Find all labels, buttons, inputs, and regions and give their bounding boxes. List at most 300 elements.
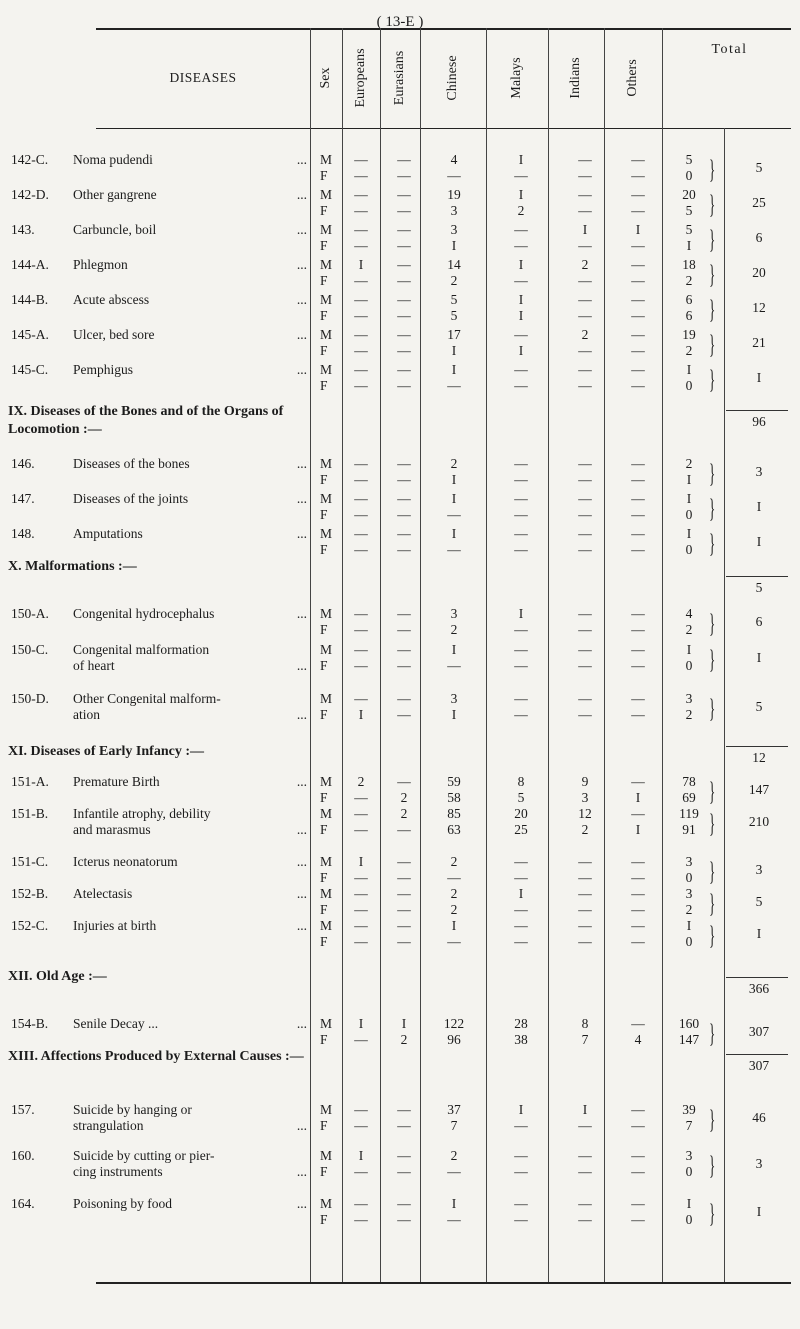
value-cell: — [631, 308, 645, 323]
value-cell: — [397, 918, 411, 933]
disease-name: Other gangrene [73, 187, 157, 202]
value-cell: — [397, 774, 411, 789]
value-cell: — [397, 308, 411, 323]
value-cell: — [578, 152, 592, 167]
disease-code: 148. [11, 526, 35, 541]
grand-total: 147 [748, 782, 770, 797]
value-cell: — [354, 1196, 368, 1211]
sex-cell: F [320, 343, 328, 358]
value-cell: 2 [581, 822, 589, 837]
value-cell: — [578, 542, 592, 557]
value-cell: — [631, 378, 645, 393]
sex-cell: F [320, 273, 328, 288]
leader-dots: ... [296, 1118, 307, 1133]
sex-cell: F [320, 1212, 328, 1227]
value-cell: 2 [581, 257, 589, 272]
row-total [96, 534, 791, 550]
value-cell: — [514, 622, 528, 637]
value-cell: — [631, 327, 645, 342]
value-cell: — [447, 168, 461, 183]
leader-dots: ... [296, 918, 307, 933]
value-cell: — [354, 292, 368, 307]
value-cell: — [447, 1164, 461, 1179]
disease-code: 151-A. [11, 774, 49, 789]
value-cell: I [518, 292, 524, 307]
value-cell: — [514, 526, 528, 541]
value-cell: 8 [581, 1016, 589, 1031]
value-cell: I [635, 222, 641, 237]
sex-cell: F [320, 168, 328, 183]
diseases-table [8, 28, 791, 1328]
value-cell: 28 [514, 1016, 528, 1031]
value-cell: 19 [682, 327, 696, 342]
grand-total: 3 [755, 862, 763, 877]
value-cell: — [514, 1212, 528, 1227]
grand-total: I [756, 370, 762, 385]
leader-dots: ... [296, 327, 307, 342]
disease-name: Atelectasis [73, 886, 133, 901]
value-cell: — [578, 168, 592, 183]
value-cell: I [451, 491, 457, 506]
value-cell: 8 [517, 774, 525, 789]
value-cell: — [514, 507, 528, 522]
value-cell: — [397, 238, 411, 253]
row-total [96, 265, 791, 281]
sex-cell: M [320, 806, 333, 821]
grand-total: 5 [755, 699, 763, 714]
sex-cell: F [320, 1164, 328, 1179]
value-cell: — [631, 622, 645, 637]
value-cell: — [631, 642, 645, 657]
sex-cell: F [320, 707, 328, 722]
header-chinese: Chinese [445, 55, 460, 101]
brace: } [709, 155, 716, 184]
grand-total: I [756, 650, 762, 665]
value-cell: — [631, 1164, 645, 1179]
value-cell: — [397, 902, 411, 917]
value-cell: — [578, 606, 592, 621]
value-cell: — [578, 886, 592, 901]
value-cell: — [354, 691, 368, 706]
disease-name: of heart [73, 658, 115, 673]
value-cell: 160 [678, 1016, 700, 1031]
disease-name: Amputations [73, 526, 143, 541]
value-cell: — [447, 378, 461, 393]
disease-name: Suicide by cutting or pier- [73, 1148, 215, 1163]
value-cell: 2 [400, 1032, 408, 1047]
header-sex-cell [310, 28, 342, 128]
grand-total: 46 [752, 1110, 766, 1125]
header-indians: Indians [568, 57, 583, 99]
value-cell: 18 [682, 257, 696, 272]
value-cell: 147 [678, 1032, 700, 1047]
value-cell: — [354, 1164, 368, 1179]
disease-code: 142-C. [11, 152, 49, 167]
value-cell: 122 [443, 1016, 465, 1031]
value-cell: — [514, 238, 528, 253]
value-cell: — [578, 308, 592, 323]
sex-cell: M [320, 854, 333, 869]
sex-cell: F [320, 203, 328, 218]
value-cell: I [518, 257, 524, 272]
grand-total: 307 [748, 1024, 770, 1039]
disease-name: Infantile atrophy, debility [73, 806, 211, 821]
row-total [96, 614, 791, 630]
value-cell: — [397, 870, 411, 885]
value-cell: — [397, 1102, 411, 1117]
section-subtotal: 12 [752, 750, 766, 765]
value-cell: — [397, 168, 411, 183]
value-cell: — [397, 152, 411, 167]
row-total [96, 782, 791, 798]
value-cell: — [631, 1102, 645, 1117]
disease-name: Diseases of the joints [73, 491, 189, 506]
section-heading: XI. Diseases of Early Infancy :— [8, 744, 204, 759]
value-cell: — [631, 1196, 645, 1211]
value-cell: — [631, 526, 645, 541]
value-cell: — [514, 1148, 528, 1163]
value-cell: 20 [514, 806, 528, 821]
brace: } [709, 921, 716, 950]
value-cell: — [397, 327, 411, 342]
value-cell: — [631, 362, 645, 377]
row-total [96, 1024, 791, 1040]
value-cell: 20 [682, 187, 696, 202]
sex-cell: M [320, 456, 333, 471]
header-rule [96, 128, 791, 129]
value-cell: 38 [514, 1032, 528, 1047]
row-total [96, 1156, 791, 1172]
value-cell: 3 [450, 606, 458, 621]
value-cell: 3 [685, 691, 693, 706]
sex-cell: M [320, 491, 333, 506]
value-cell: — [578, 918, 592, 933]
value-cell: 3 [685, 886, 693, 901]
value-cell: 2 [450, 622, 458, 637]
value-cell: — [578, 292, 592, 307]
grand-total: I [756, 1204, 762, 1219]
value-cell: 14 [447, 257, 461, 272]
grand-total: 25 [752, 195, 766, 210]
value-cell: — [397, 1118, 411, 1133]
value-cell: 0 [685, 542, 693, 557]
disease-code: 144-A. [11, 257, 49, 272]
value-cell: 119 [679, 806, 699, 821]
value-cell: 3 [581, 790, 589, 805]
sex-cell: F [320, 822, 328, 837]
disease-name: Injuries at birth [73, 918, 157, 933]
leader-dots: ... [296, 152, 307, 167]
value-cell: 5 [685, 203, 693, 218]
value-cell: — [631, 152, 645, 167]
value-cell: 39 [682, 1102, 696, 1117]
disease-name: ation [73, 707, 100, 722]
brace: } [709, 809, 716, 838]
value-cell: 3 [450, 203, 458, 218]
value-cell: 4 [634, 1032, 642, 1047]
brace: } [709, 365, 716, 394]
disease-code: 150-A. [11, 606, 49, 621]
leader-dots: ... [296, 707, 307, 722]
brace: } [709, 494, 716, 523]
value-cell: 2 [450, 273, 458, 288]
value-cell: 2 [685, 273, 693, 288]
disease-code: 152-C. [11, 918, 49, 933]
value-cell: 6 [685, 292, 693, 307]
disease-name: Phlegmon [73, 257, 128, 272]
disease-code: 160. [11, 1148, 35, 1163]
disease-code: 151-B. [11, 806, 49, 821]
subtotal-rule [726, 977, 788, 978]
value-cell: 25 [514, 822, 528, 837]
row-total [96, 1204, 791, 1220]
value-cell: 2 [357, 774, 365, 789]
value-cell: I [358, 854, 364, 869]
value-cell: 85 [447, 806, 461, 821]
disease-code: 152-B. [11, 886, 49, 901]
value-cell: — [631, 1016, 645, 1031]
row-total [96, 1110, 791, 1126]
value-cell: — [397, 886, 411, 901]
brace: } [709, 694, 716, 723]
value-cell: — [397, 934, 411, 949]
value-cell: — [354, 542, 368, 557]
value-cell: — [354, 822, 368, 837]
disease-code: 146. [11, 456, 35, 471]
value-cell: — [631, 806, 645, 821]
value-cell: — [514, 854, 528, 869]
value-cell: I [451, 238, 457, 253]
value-cell: — [397, 257, 411, 272]
value-cell: I [401, 1016, 407, 1031]
value-cell: — [397, 1148, 411, 1163]
leader-dots: ... [296, 822, 307, 837]
value-cell: 3 [685, 1148, 693, 1163]
header-malays-cell [486, 28, 548, 128]
grand-total: I [756, 534, 762, 549]
sex-cell: M [320, 886, 333, 901]
value-cell: — [514, 222, 528, 237]
brace: } [709, 529, 716, 558]
grand-total: 5 [755, 894, 763, 909]
value-cell: — [397, 606, 411, 621]
leader-dots: ... [296, 606, 307, 621]
value-cell: — [354, 1212, 368, 1227]
grand-total: 20 [752, 265, 766, 280]
leader-dots: ... [296, 362, 307, 377]
leader-dots: ... [296, 1196, 307, 1211]
value-cell: 2 [517, 203, 525, 218]
row-total [96, 650, 791, 666]
value-cell: — [631, 934, 645, 949]
leader-dots: ... [296, 292, 307, 307]
value-cell: — [354, 526, 368, 541]
value-cell: 2 [581, 327, 589, 342]
value-cell: — [397, 273, 411, 288]
value-cell: — [514, 918, 528, 933]
value-cell: — [514, 472, 528, 487]
value-cell: 59 [447, 774, 461, 789]
value-cell: — [354, 273, 368, 288]
value-cell: — [354, 1032, 368, 1047]
sex-cell: M [320, 187, 333, 202]
value-cell: — [578, 1196, 592, 1211]
disease-name: Ulcer, bed sore [73, 327, 155, 342]
header-malays: Malays [509, 57, 524, 99]
value-cell: — [514, 707, 528, 722]
value-cell: — [397, 456, 411, 471]
value-cell: I [358, 707, 364, 722]
value-cell: — [447, 542, 461, 557]
value-cell: — [631, 886, 645, 901]
value-cell: — [514, 273, 528, 288]
brace: } [709, 1151, 716, 1180]
value-cell: — [354, 902, 368, 917]
section-subtotal: 366 [748, 981, 770, 996]
value-cell: — [397, 187, 411, 202]
brace: } [709, 1105, 716, 1134]
leader-dots: ... [296, 222, 307, 237]
value-cell: I [686, 642, 692, 657]
sex-cell: M [320, 362, 333, 377]
disease-name: Senile Decay ... [73, 1016, 159, 1031]
brace: } [709, 330, 716, 359]
brace: } [709, 190, 716, 219]
value-cell: — [397, 203, 411, 218]
value-cell: I [686, 472, 692, 487]
disease-name: Diseases of the bones [73, 456, 190, 471]
value-cell: — [578, 343, 592, 358]
disease-name: Poisoning by food [73, 1196, 173, 1211]
value-cell: — [354, 362, 368, 377]
grand-total: 21 [752, 335, 766, 350]
value-cell: I [451, 362, 457, 377]
value-cell: I [451, 918, 457, 933]
value-cell: — [447, 507, 461, 522]
value-cell: — [354, 238, 368, 253]
value-cell: I [518, 152, 524, 167]
disease-code: 145-A. [11, 327, 49, 342]
value-cell: I [518, 343, 524, 358]
value-cell: — [354, 658, 368, 673]
sex-cell: F [320, 378, 328, 393]
brace: } [709, 260, 716, 289]
brace: } [709, 857, 716, 886]
value-cell: 69 [682, 790, 696, 805]
value-cell: — [447, 934, 461, 949]
header-others-cell [604, 28, 662, 128]
value-cell: I [518, 606, 524, 621]
sex-cell: F [320, 902, 328, 917]
value-cell: — [514, 1118, 528, 1133]
value-cell: 0 [685, 378, 693, 393]
value-cell: — [514, 1196, 528, 1211]
brace: } [709, 295, 716, 324]
value-cell: — [631, 257, 645, 272]
value-cell: 2 [400, 806, 408, 821]
value-cell: — [397, 507, 411, 522]
value-cell: 4 [450, 152, 458, 167]
value-cell: 3 [450, 691, 458, 706]
value-cell: — [397, 222, 411, 237]
value-cell: — [514, 870, 528, 885]
row-total [96, 160, 791, 176]
value-cell: — [354, 806, 368, 821]
value-cell: — [578, 203, 592, 218]
disease-name: strangulation [73, 1118, 144, 1133]
value-cell: — [397, 292, 411, 307]
value-cell: 5 [450, 292, 458, 307]
disease-name: Icterus neonatorum [73, 854, 178, 869]
row-total [96, 699, 791, 715]
brace: } [709, 459, 716, 488]
value-cell: — [631, 456, 645, 471]
value-cell: — [354, 934, 368, 949]
value-cell: I [358, 1016, 364, 1031]
sex-cell: F [320, 472, 328, 487]
disease-name: Congenital hydrocephalus [73, 606, 215, 621]
value-cell: — [631, 854, 645, 869]
value-cell: — [354, 886, 368, 901]
value-cell: 9 [581, 774, 589, 789]
value-cell: — [354, 222, 368, 237]
leader-dots: ... [296, 1164, 307, 1179]
value-cell: 3 [450, 222, 458, 237]
value-cell: — [354, 472, 368, 487]
header-diseases: DISEASES [169, 70, 237, 85]
value-cell: — [631, 491, 645, 506]
value-cell: I [451, 526, 457, 541]
value-cell: — [354, 152, 368, 167]
value-cell: 4 [685, 606, 693, 621]
header-chinese-cell [420, 28, 486, 128]
sex-cell: M [320, 1102, 333, 1117]
disease-code: 144-B. [11, 292, 49, 307]
value-cell: — [514, 491, 528, 506]
value-cell: I [451, 1196, 457, 1211]
value-cell: — [631, 542, 645, 557]
row-total [96, 300, 791, 316]
value-cell: — [578, 707, 592, 722]
value-cell: — [578, 238, 592, 253]
value-cell: — [578, 1118, 592, 1133]
value-cell: I [686, 918, 692, 933]
value-cell: I [686, 362, 692, 377]
sex-cell: M [320, 606, 333, 621]
value-cell: — [354, 168, 368, 183]
value-cell: — [578, 273, 592, 288]
value-cell: — [631, 1118, 645, 1133]
value-cell: — [514, 902, 528, 917]
value-cell: — [514, 658, 528, 673]
header-europeans: Europeans [353, 48, 368, 108]
value-cell: 0 [685, 934, 693, 949]
value-cell: — [578, 691, 592, 706]
value-cell: 78 [682, 774, 696, 789]
value-cell: I [358, 1148, 364, 1163]
row-total [96, 464, 791, 480]
value-cell: — [354, 606, 368, 621]
disease-code: 151-C. [11, 854, 49, 869]
disease-name: Noma pudendi [73, 152, 153, 167]
value-cell: 0 [685, 1164, 693, 1179]
value-cell: — [354, 187, 368, 202]
leader-dots: ... [296, 187, 307, 202]
value-cell: 0 [685, 870, 693, 885]
value-cell: I [686, 526, 692, 541]
value-cell: — [631, 1212, 645, 1227]
value-cell: I [582, 222, 588, 237]
